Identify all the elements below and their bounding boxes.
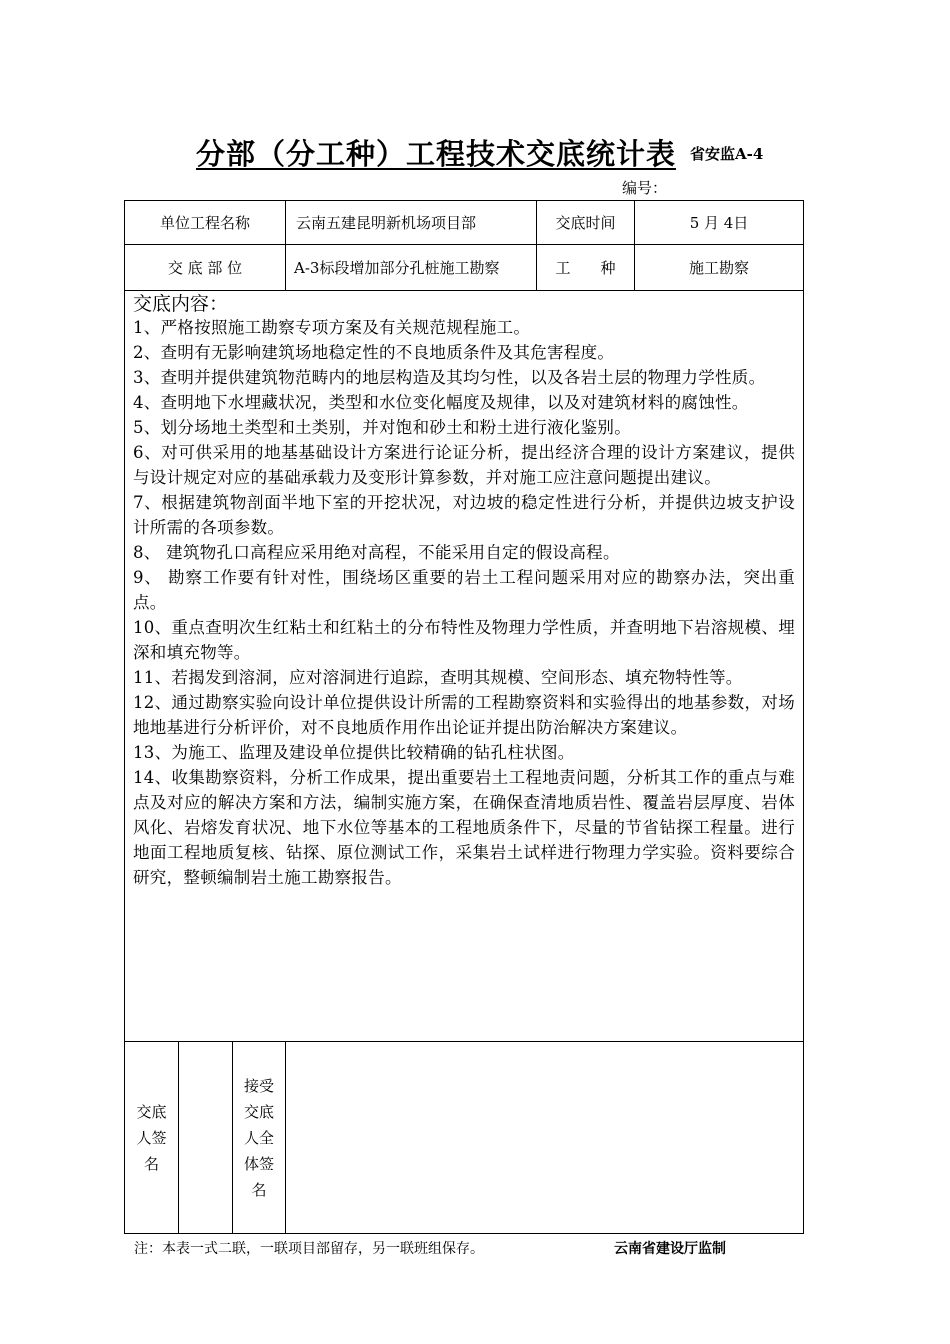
content-item: 10、重点查明次生红粘土和红粘土的分布特性及物理力学性质，并查明地下岩溶规模、埋深和填充物等。 xyxy=(133,618,796,662)
disclosure-form-table xyxy=(124,200,804,1234)
content-row xyxy=(125,291,804,1042)
content-heading: 交底内容： xyxy=(133,293,229,315)
content-cell xyxy=(125,291,804,1042)
content-item: 11、若揭发到溶洞，应对溶洞进行追踪，查明其规模、空间形态、填充物特性等。 xyxy=(133,668,743,687)
form-title: 分部（分工种）工程技术交底统计表 xyxy=(196,137,677,171)
receivers-label-line: 交底 xyxy=(244,1102,275,1121)
content-item: 13、为施工、监理及建设单位提供比较精确的钻孔柱状图。 xyxy=(133,743,575,762)
trade-label: 工 种 xyxy=(537,245,635,291)
header-row-unit xyxy=(125,201,804,245)
time-value: 5 月 4日 xyxy=(635,201,804,245)
content-item: 4、查明地下水埋藏状况，类型和水位变化幅度及规律，以及对建筑材料的腐蚀性。 xyxy=(133,393,749,412)
header-row-part xyxy=(125,245,804,291)
signature-row xyxy=(125,1042,804,1234)
content-item: 5、划分场地土类型和土类别，并对饱和砂土和粉土进行液化鉴别。 xyxy=(133,418,631,437)
content-item: 8、 建筑物孔口高程应采用绝对高程，不能采用自定的假设高程。 xyxy=(133,543,620,562)
discloser-signature-label xyxy=(125,1042,179,1234)
content-item: 14、收集勘察资料，分析工作成果，提出重要岩土工程地责问题，分析其工作的重点与难点及对应的解决方案和方法，编制实施方案，在确保查清地质岩性、覆盖岩层厚度、岩体风化、岩熔发育状况、地下水位等基本的工程地质条件下，尽量的节省钻探工程量。进行地面工程地质复核、钻探、原位测试工作，采集岩土试样进行物理力学实验。资料要综合研究，整顿编制岩土施工勘察报告。 xyxy=(133,768,796,887)
content-item: 7、根据建筑物剖面半地下室的开挖状况，对边坡的稳定性进行分析，并提供边坡支护设计所需的各项参数。 xyxy=(133,493,796,537)
time-label: 交底时间 xyxy=(537,201,635,245)
discloser-label-line: 交底 xyxy=(136,1102,167,1121)
discloser-signature-field[interactable] xyxy=(179,1042,233,1234)
part-label: 交 底 部 位 xyxy=(125,245,286,291)
trade-value: 施工勘察 xyxy=(635,245,804,291)
content-item: 1、严格按照施工勘察专项方案及有关规范规程施工。 xyxy=(133,318,531,337)
form-code: 省安监A-4 xyxy=(690,145,764,163)
part-value: A-3标段增加部分孔桩施工勘察 xyxy=(286,245,537,291)
footer-issuer: 云南省建设厅监制 xyxy=(614,1241,726,1257)
discloser-label-line: 名 xyxy=(143,1154,159,1173)
footer-note: 注：本表一式二联，一联项目部留存，另一联班组保存。 xyxy=(134,1241,484,1257)
unit-project-label: 单位工程名称 xyxy=(125,201,286,245)
content-item: 6、对可供采用的地基基础设计方案进行论证分析，提出经济合理的设计方案建议，提供与设计规定对应的基础承载力及变形计算参数，并对施工应注意问题提出建议。 xyxy=(133,443,796,487)
receivers-signature-field[interactable] xyxy=(286,1042,804,1234)
unit-project-value: 云南五建昆明新机场项目部 xyxy=(286,201,537,245)
content-list xyxy=(133,315,795,890)
receivers-signature-label xyxy=(233,1042,286,1234)
content-item: 3、查明并提供建筑物范畴内的地层构造及其均匀性，以及各岩土层的物理力学性质。 xyxy=(133,368,766,387)
receivers-label-line: 人全 xyxy=(244,1128,275,1147)
receivers-label-line: 接受 xyxy=(244,1076,275,1095)
discloser-label-line: 人签 xyxy=(136,1128,167,1147)
content-item: 2、查明有无影响建筑场地稳定性的不良地质条件及其危害程度。 xyxy=(133,343,615,362)
receivers-label-line: 体签 xyxy=(244,1154,275,1173)
receivers-label-line: 名 xyxy=(251,1180,267,1199)
number-label: 编号： xyxy=(622,179,668,197)
content-item: 9、 勘察工作要有针对性，围绕场区重要的岩土工程问题采用对应的勘察办法，突出重点。 xyxy=(133,568,796,612)
content-item: 12、通过勘察实验向设计单位提供设计所需的工程勘察资料和实验得出的地基参数，对场地地基进行分析评价，对不良地质作用作出论证并提出防治解决方案建议。 xyxy=(133,693,796,737)
